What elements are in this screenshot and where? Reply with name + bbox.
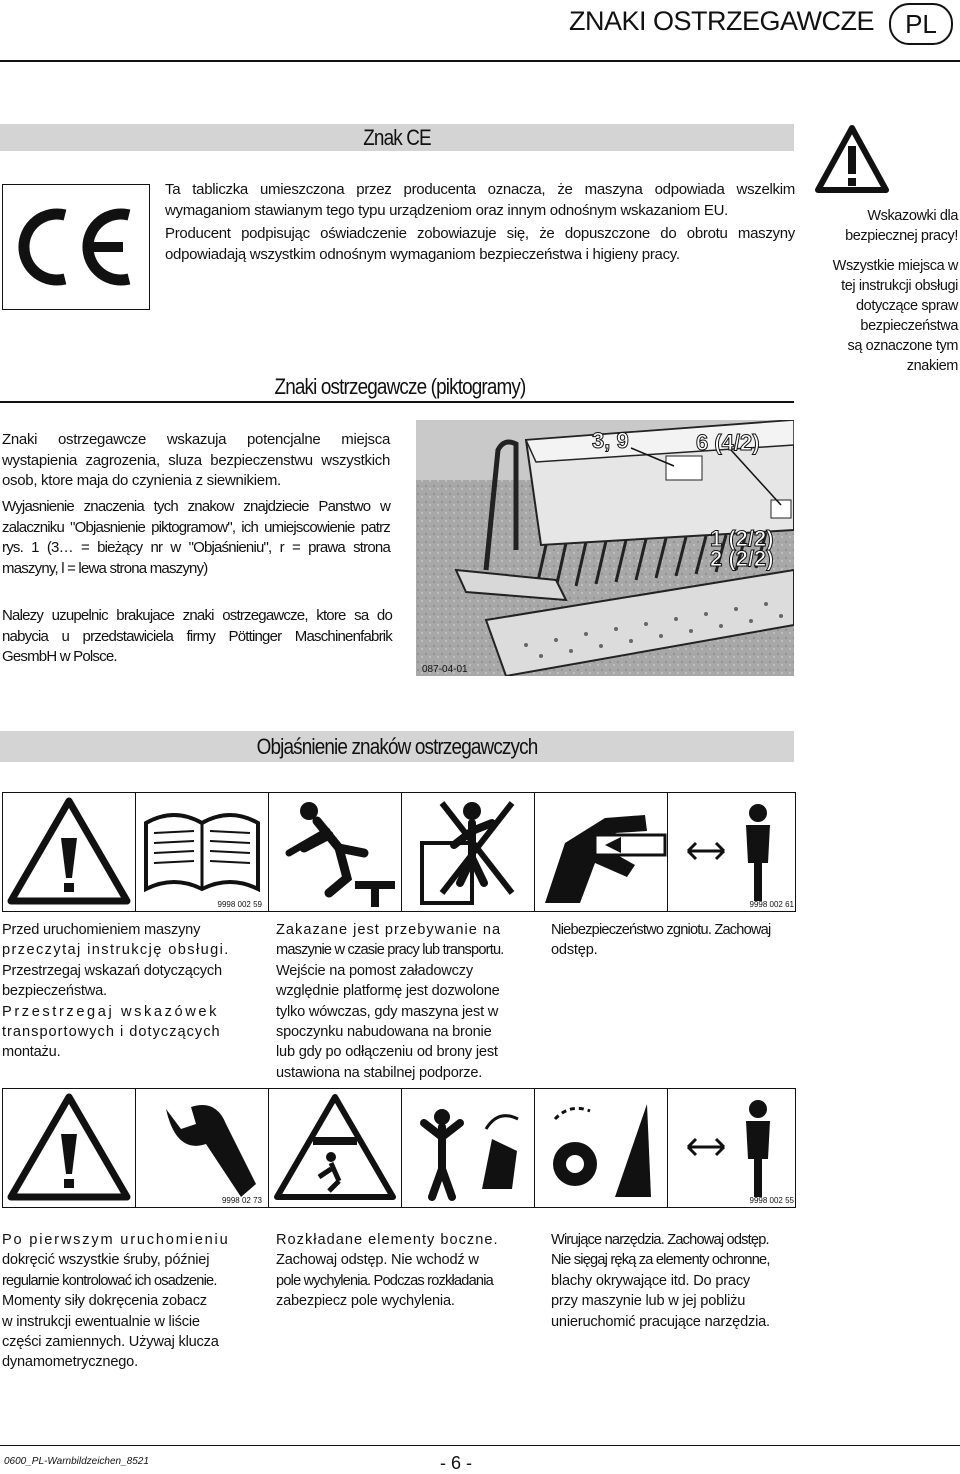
caption-tighten [2,1230,244,1373]
pictograms-subheading: Znaki ostrzegawcze (piktogramy) [274,374,526,399]
caption-line: bezpieczeństwa. [2,983,107,1000]
intro-paragraph-1: Znaki ostrzegawcze wskazuja potencjalne miejsca wystapienia zagrozenia, sluza bezpieczenstwu wszystkich osob, ktore maja do czynienia z siewnikiem. [2,431,390,489]
page-title: ZNAKI OSTRZEGAWCZE [568,6,874,36]
caption-line: lub gdy po odłączeniu od brony jest [276,1044,498,1061]
open-book-icon [136,793,268,909]
safety-note-body [800,256,958,376]
caption-line: Nie sięgaj ręką za elementy ochronne, [551,1252,770,1269]
pictogram-row-2 [2,1088,796,1208]
caption-line: Przed uruchomieniem maszyny [2,922,201,938]
wrench-icon [136,1089,268,1205]
photo-figure-id: 087-04-01 [422,664,468,675]
pictogram-folding-person [402,1089,535,1207]
explanation-band [0,731,794,762]
caption-no-riding [276,920,520,1083]
falling-person-icon [269,793,401,909]
pictogram-keep-distance [668,793,800,911]
caption-line: Momenty siły dokręcenia zobacz [2,1293,207,1310]
caption-line: przy maszynie lub w jej pobliżu [551,1293,746,1310]
pictogram-rotating-tools [535,1089,668,1207]
safety-note-heading [800,206,958,246]
caption-line: zabezpiecz pole wychylenia. [276,1293,455,1310]
caption-line: transportowych i dotyczących [2,1024,221,1041]
safety-note-line: dotyczące spraw [856,298,958,314]
caption-line: dynamometrycznego. [2,1354,138,1371]
photo-label-1: 1 (2/2) [710,526,774,551]
caption-line: maszynie w czasie pracy lub transportu. [276,942,504,959]
rotating-tools-icon [535,1089,667,1205]
caption-line: w instrukcji ewentualnie w liście [2,1313,200,1330]
warning-triangle-icon [815,124,889,194]
caption-line: Rozkładane elementy boczne. [276,1232,499,1248]
caption-line: blachy okrywające itd. Do pracy [551,1272,751,1289]
ce-paragraph-2: Producent podpisując oświadczenie zobowiazuje się, że dopuszczone do obrotu maszyny odpowiadają wszystkim odnośnym wymaganiom bezpieczeństwa i higieny pracy. [165,225,795,263]
caption-line: tylko wówczas, gdy maszyna jest w [276,1003,499,1020]
header-rule [0,60,960,62]
folding-warning-icon [269,1089,401,1205]
no-riding-icon [402,793,534,909]
photo-label-3-9: 3, 9 [592,428,629,453]
pictogram-no-riding [402,793,535,911]
safety-note-line: są oznaczone tym [847,338,958,354]
ce-band [0,124,794,151]
photo-label-6: 6 (4/2) [696,430,760,455]
caption-line: unieruchomić pracujące narzędzia. [551,1313,770,1330]
keep-distance-icon [668,793,800,909]
caption-line: względnie platformę jest dozwolone [276,983,500,1000]
pictogram-falling-person [269,793,402,911]
folding-person-icon [402,1089,534,1205]
caption-line: Zakazane jest przebywanie na [276,922,502,938]
pictogram-code: 9998 002 61 [749,900,794,909]
page-number: - 6 - [440,1453,473,1473]
safety-note-heading-line-1: Wskazowki dla [867,208,958,224]
ce-band-title: Znak CE [363,125,431,150]
warning-triangle-icon [3,1089,135,1205]
intro-paragraph-3: Nalezy uzupelnic brakujace znaki ostrzegawcze, ktore sa do nabycia u przedstawiciela firmy Pöttinger Maschinenfabrik GesmbH w Polsce. [2,607,392,665]
ce-paragraph-1: Ta tabliczka umieszczona przez producenta oznacza, że maszyna odpowiada wszelkim wymaganiom stawianym tego typu urządzeniom oraz innym odnośnym wskazaniom EU. [165,181,795,219]
intro-paragraph-2: Wyjasnienie znaczenia tych znakow znajdziecie Panstwo w zalaczniku "Objasnienie piktogramow", ich umiejscowienie patrz rys. 1 (3… = bieżący nr w "Objaśnieniu", r = prawa strona maszyny, l = lewa strona maszyny) [2,498,390,577]
language-badge: PL [889,3,953,45]
caption-line: Wejście na pomost załadowczy [276,962,473,979]
caption-line: ustawiona na stabilnej podporze. [276,1064,483,1081]
caption-line: spoczynku nabudowana na bronie [276,1024,492,1041]
caption-line: Niebezpieczeństwo zgniotu. Zachowaj [551,922,771,938]
caption-line: Po pierwszym uruchomieniu [2,1232,230,1248]
caption-line: odstęp. [551,942,598,959]
caption-folding [276,1230,520,1312]
subheading-rule [0,401,794,403]
pictogram-code: 9998 002 55 [749,1196,794,1205]
pictogram-keep-distance-2 [668,1089,800,1207]
pictogram-code: 9998 02 73 [221,1196,262,1205]
ce-mark-box [2,184,150,310]
safety-note-heading-line-2: bezpiecznej pracy! [845,228,958,244]
caption-line: Wirujące narzędzia. Zachowaj odstęp. [551,1232,769,1248]
caption-rotating [551,1230,795,1332]
photo-label-2: 2 (2/2) [710,546,774,571]
crush-hand-icon [535,793,667,909]
machine-photo [416,420,794,676]
ce-mark-icon [3,185,149,309]
caption-line: Przestrzegaj wskazówek [2,1003,219,1020]
pictogram-crush-hand [535,793,668,911]
caption-line: Przestrzegaj wskazań dotyczących [2,962,222,979]
safety-note-line: Wszystkie miejsca w [832,258,958,274]
pictogram-folding-warning [269,1089,402,1207]
caption-read-manual [2,920,244,1063]
caption-line: przeczytaj instrukcję obsługi. [2,942,230,959]
warning-triangle-icon [3,793,135,909]
caption-crush [551,920,795,961]
footer-doc-code: 0600_PL-Warnbildzeichen_8521 [4,1456,149,1467]
caption-line: dokręcić wszystkie śruby, później [2,1252,210,1269]
caption-line: regularnie kontrolować ich osadzenie. [2,1272,217,1289]
keep-distance-icon [668,1089,800,1205]
pictogram-wrench [136,1089,269,1207]
caption-line: Zachowaj odstęp. Nie wchodź w [276,1252,479,1269]
safety-note-line: tej instrukcji obsługi [841,278,958,294]
explanation-band-title: Objaśnienie znaków ostrzegawczych [256,734,538,759]
caption-line: montażu. [2,1044,61,1061]
safety-note-line: bezpieczeństwa [860,318,958,334]
safety-note-line: znakiem [906,358,958,374]
machine-photo-drawing [416,420,794,676]
pictogram-tighten-warning [3,1089,136,1207]
pictogram-row-1 [2,792,796,912]
footer-rule [0,1445,960,1446]
pictogram-read-manual [3,793,136,911]
caption-line: części zamiennych. Używaj klucza [2,1334,219,1351]
caption-line: pole wychylenia. Podczas rozkładania [276,1272,493,1289]
pictogram-manual-book [136,793,269,911]
pictogram-code: 9998 002 59 [217,900,262,909]
